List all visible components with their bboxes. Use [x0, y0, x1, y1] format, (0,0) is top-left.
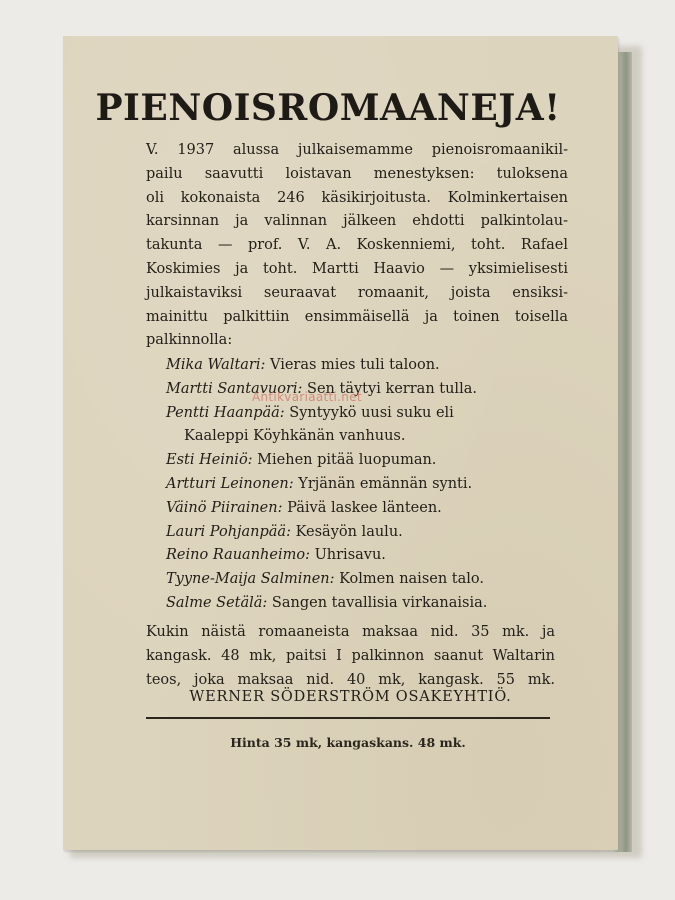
book-entry — [166, 378, 566, 402]
page-title: PIENOISROMAANEJA! — [95, 87, 561, 129]
book-author: Tyyne-Maija Salminen: — [166, 571, 335, 588]
book-title: Kolmen naisen talo. — [339, 571, 484, 588]
book-entry — [166, 354, 566, 378]
book-author: Esti Heiniö: — [166, 452, 253, 469]
book-title-continuation: Kaaleppi Köyhkänän vanhuus. — [184, 428, 406, 445]
book-entry — [166, 473, 566, 497]
book-title: Syntyykö uusi suku eli — [289, 404, 454, 421]
intro-line: palkinnolla: — [146, 332, 233, 349]
book-author: Lauri Pohjanpää: — [166, 523, 291, 540]
book-title: Miehen pitää luopuman. — [257, 452, 437, 469]
book-title: Uhrisavu. — [314, 547, 386, 564]
book-author: Mika Waltari: — [166, 357, 266, 373]
book-author: Artturi Leinonen: — [166, 475, 294, 492]
price-note-line: Kukin näistä romaaneista maksaa nid. 35 mk. ja — [146, 624, 555, 640]
book-entry — [166, 592, 566, 616]
price-note-paragraph — [146, 621, 555, 692]
intro-line: mainittu palkittiin ensimmäisellä ja toinen toisella — [146, 308, 568, 325]
intro-line: karsinnan ja valinnan jälkeen ehdotti palkintolau- — [146, 213, 568, 230]
book-author: Salme Setälä: — [166, 594, 268, 611]
divider-rule — [146, 717, 550, 719]
book-entry — [166, 568, 566, 592]
book-title: Vieras mies tuli taloon. — [270, 357, 440, 373]
book-title: Kesäyön laulu. — [295, 523, 403, 540]
intro-line: julkaistaviksi seuraavat romaanit, joista ensiksi- — [146, 284, 568, 301]
book-title: Yrjänän emännän synti. — [298, 475, 473, 492]
intro-line: pailu saavutti loistavan menestyksen: tuloksena — [146, 165, 568, 182]
book-title: Sangen tavallisia virkanaisia. — [271, 594, 488, 611]
intro-line: takunta — prof. V. A. Koskenniemi, toht. Rafael — [146, 237, 568, 254]
book-title: Sen täytyi kerran tulla. — [307, 380, 477, 397]
intro-paragraph — [146, 139, 568, 353]
intro-line: oli kokonaista 246 käsikirjoitusta. Kolminkertaisen — [146, 189, 568, 206]
price-note-line: teos, joka maksaa nid. 40 mk, kangask. 55 mk. — [146, 671, 555, 688]
book-author: Pentti Haanpää: — [166, 404, 285, 421]
book-author: Martti Santavuori: — [166, 380, 303, 397]
intro-line: V. 1937 alussa julkaisemamme pienoisromaanikil- — [146, 142, 568, 158]
intro-line: Koskimies ja toht. Martti Haavio — yksimielisesti — [146, 260, 568, 277]
book-entry — [166, 521, 566, 545]
watermark-text: Antikvariaatti.net — [252, 390, 362, 404]
book-entry — [166, 402, 566, 426]
book-entry — [166, 449, 566, 473]
book-entry — [166, 544, 566, 568]
book-author: Väinö Piirainen: — [166, 499, 283, 516]
book-title: Päivä laskee länteen. — [287, 499, 442, 516]
book-price: Hinta 35 mk, kangaskans. 48 mk. — [230, 735, 466, 750]
book-author: Reino Rauanheimo: — [166, 547, 310, 564]
book-list — [166, 354, 566, 616]
publisher-name: WERNER SÖDERSTRÖM OSAKEYHTIÖ. — [189, 689, 512, 705]
book-entry — [166, 497, 566, 521]
price-note-line: kangask. 48 mk, paitsi I palkinnon saanut Waltarin — [146, 647, 555, 664]
